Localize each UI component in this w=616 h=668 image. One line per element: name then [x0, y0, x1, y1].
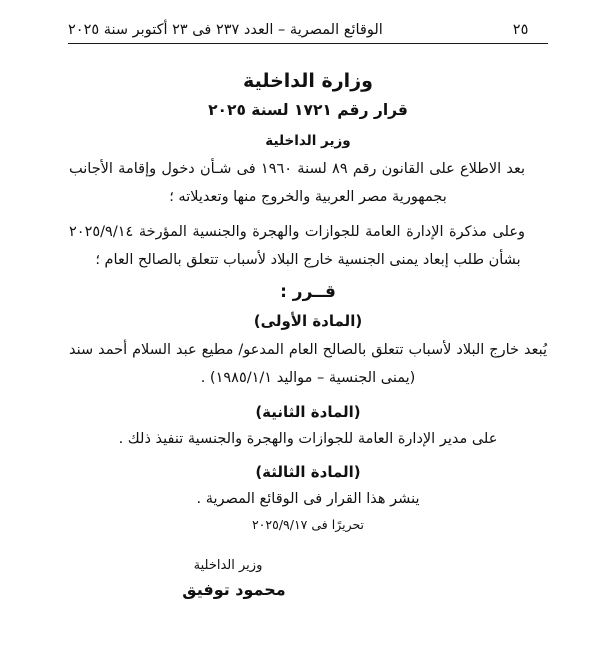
article-body-3: ينشر هذا القرار فى الوقائع المصرية . [196, 490, 420, 507]
header-divider [68, 43, 548, 44]
signatory-name: محمود توفيق [182, 580, 286, 600]
issuing-authority: وزير الداخلية [265, 133, 351, 149]
decree-number: قرار رقم ١٧٢١ لسنة ٢٠٢٥ [208, 101, 408, 119]
article-heading-2: (المادة الثانية) [255, 402, 361, 421]
preamble-paragraph-2: وعلى مذكرة الإدارة العامة للجوازات والهجرة والجنسية المؤرخة ٢٠٢٥/٩/١٤ بشأن طلب إبعاد يمنى الجنسية خارج البلاد لأسباب تتعلق بالصالح العام ؛ [69, 223, 525, 268]
header-row [68, 22, 548, 38]
issue-date: تحريرًا فى ٢٠٢٥/٩/١٧ [251, 517, 365, 533]
page-header [68, 0, 548, 44]
article-heading-1: (المادة الأولى) [253, 312, 363, 331]
preamble-paragraph-1: بعد الاطلاع على القانون رقم ٨٩ لسنة ١٩٦٠ فى شـأن دخول وإقامة الأجانب بجمهورية مصر العربية والخروج منها وتعديلاته ؛ [69, 161, 525, 206]
article-heading-3: (المادة الثالثة) [255, 462, 361, 481]
page-number: ٢٥ [512, 22, 529, 38]
decided-label: قــرر : [280, 282, 336, 303]
ministry-title: وزارة الداخلية [243, 70, 373, 92]
article-body-2: على مدير الإدارة العامة للجوازات والهجرة والجنسية تنفيذ ذلك . [118, 430, 498, 447]
signatory-title: وزير الداخلية [193, 558, 263, 574]
article-body-1: يُبعد خارج البلاد لأسباب تتعلق بالصالح العام المدعو/ مطيع عبد السلام أحمد سند (يمنى الجنسية – مواليد ١٩٨٥/١/١) . [69, 342, 547, 387]
signature-block [69, 558, 547, 599]
document-body [69, 44, 547, 599]
gazette-title: الوقائع المصرية – العدد ٢٣٧ فى ٢٣ أكتوبر سنة ٢٠٢٥ [68, 22, 383, 38]
